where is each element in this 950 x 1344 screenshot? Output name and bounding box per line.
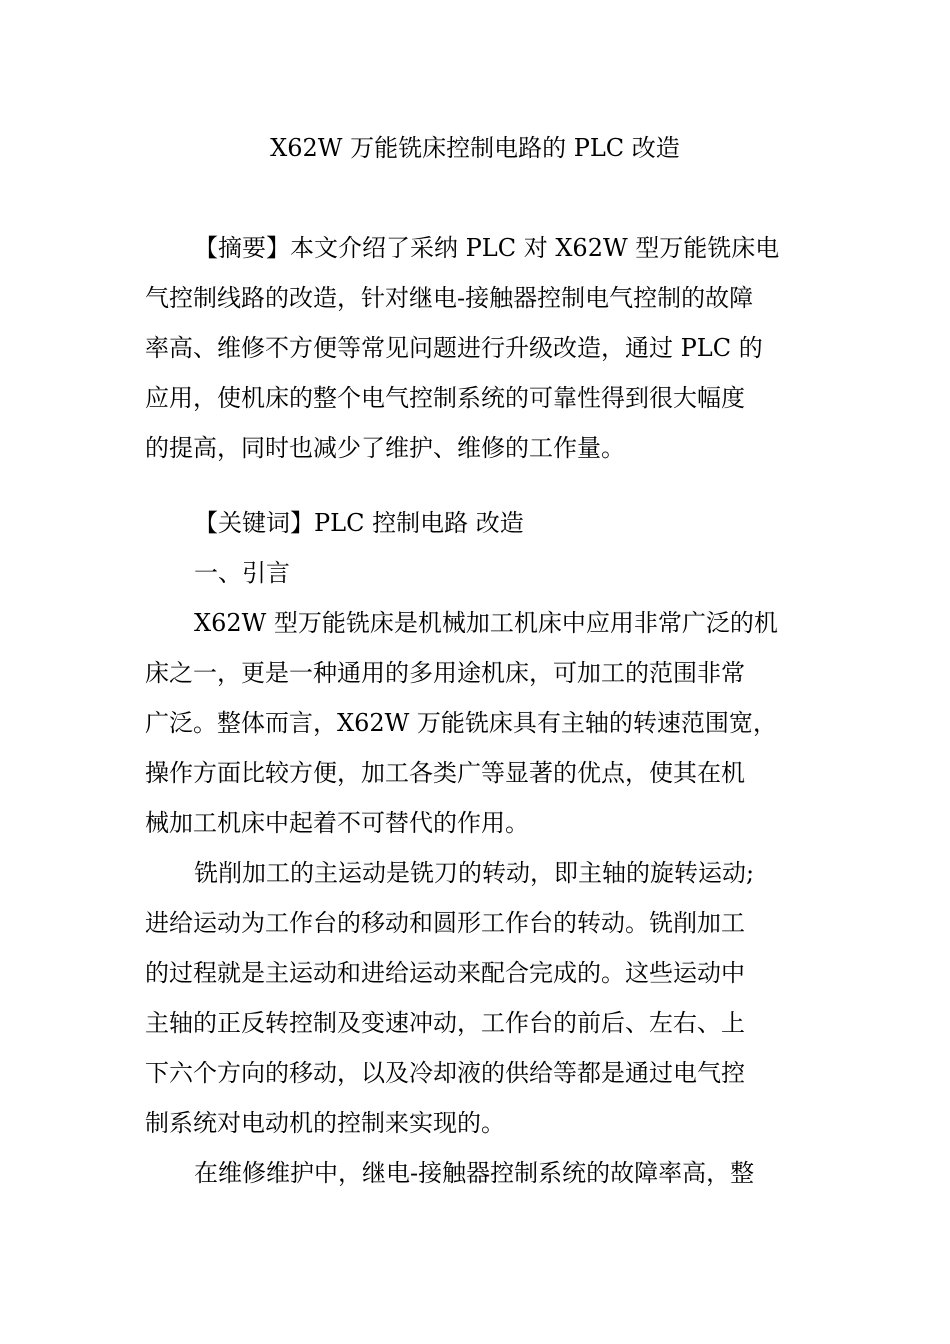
paragraph-line: 的过程就是主运动和进给运动来配合完成的。这些运动中 [145,959,745,987]
section-heading: 一、引言 [194,559,290,587]
paragraph-line: 进给运动为工作台的移动和圆形工作台的转动。铣削加工 [145,909,745,937]
paragraph-line: X62W 型万能铣床是机械加工机床中应用非常广泛的机 [194,609,778,637]
document-title: X62W 万能铣床控制电路的 PLC 改造 [270,134,680,162]
abstract-line: 应用，使机床的整个电气控制系统的可靠性得到很大幅度 [145,384,745,412]
paragraph-line: 铣削加工的主运动是铣刀的转动，即主轴的旋转运动; [194,859,755,887]
paragraph-line: 床之一，更是一种通用的多用途机床，可加工的范围非常 [145,659,745,687]
paragraph-line: 制系统对电动机的控制来实现的。 [145,1109,505,1137]
paragraph-line: 下六个方向的移动，以及冷却液的供给等都是通过电气控 [145,1059,745,1087]
paragraph-line: 主轴的正反转控制及变速冲动，工作台的前后、左右、上 [145,1009,745,1037]
abstract-line: 率高、维修不方便等常见问题进行升级改造，通过 PLC 的 [145,334,763,362]
abstract-line: 气控制线路的改造，针对继电-接触器控制电气控制的故障 [145,284,754,312]
abstract-line: 的提高，同时也减少了维护、维修的工作量。 [145,434,625,462]
paragraph-line: 械加工机床中起着不可替代的作用。 [145,809,529,837]
paragraph-line: 操作方面比较方便，加工各类广等显著的优点，使其在机 [145,759,745,787]
abstract-line: 【摘要】本文介绍了采纳 PLC 对 X62W 型万能铣床电 [194,234,780,262]
keywords-line: 【关键词】PLC 控制电路 改造 [194,509,524,537]
paragraph-line: 在维修维护中，继电-接触器控制系统的故障率高，整 [194,1159,755,1187]
paragraph-line: 广泛。整体而言，X62W 万能铣床具有主轴的转速范围宽， [145,709,777,737]
